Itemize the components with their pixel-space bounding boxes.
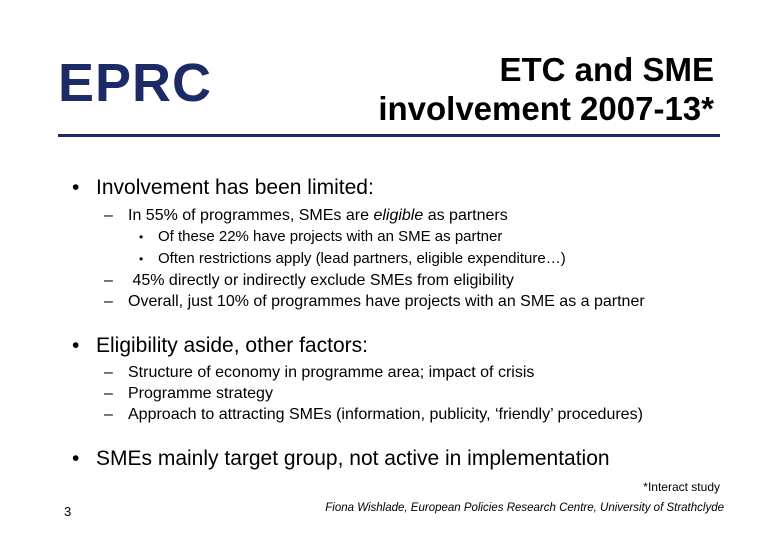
dash-marker: – (104, 364, 113, 381)
slide-title-line-1: ETC and SME (499, 51, 714, 88)
bullet-target-group (72, 447, 610, 471)
eprc-logo: EPRC (58, 53, 213, 113)
sub-bullet-approach (104, 405, 643, 425)
page-number: 3 (64, 504, 72, 519)
sub-bullet-text: Structure of economy in programme area; impact of crisis (128, 364, 535, 381)
sub-bullet-strategy (104, 384, 273, 404)
sub-bullet-exclude (104, 271, 514, 291)
bullet-text: SMEs mainly target group, not active in implementation (96, 447, 610, 470)
sub-bullet-eligible (104, 206, 508, 226)
sub-bullet-text: Programme strategy (128, 385, 273, 402)
author-credit: Fiona Wishlade, European Policies Research Centre, University of Strathclyde (325, 502, 724, 514)
bullet-marker: • (72, 176, 80, 199)
sub-bullet-text-pre: In 55% of programmes, SMEs are (128, 207, 374, 224)
dash-marker: – (104, 207, 113, 224)
small-bullet-marker: • (139, 230, 144, 244)
small-bullet-marker: • (139, 252, 144, 266)
bullet-involvement (72, 176, 374, 200)
footnote: *Interact study (643, 480, 720, 494)
sub-bullet-text: Approach to attracting SMEs (information, publicity, ‘friendly’ procedures) (128, 406, 643, 423)
dash-marker: – (104, 272, 113, 289)
dash-marker: – (104, 293, 113, 310)
bullet-marker: • (72, 447, 80, 470)
dash-marker: – (104, 406, 113, 423)
sub-sub-bullet-22-percent (139, 227, 502, 247)
sub-bullet-text-post: as partners (423, 207, 508, 224)
sub-bullet-text: Overall, just 10% of programmes have projects with an SME as a partner (128, 293, 645, 310)
sub-bullet-text-emphasis: eligible (373, 207, 424, 224)
header-divider (58, 134, 720, 137)
sub-sub-bullet-restrictions (139, 249, 566, 269)
slide-title (294, 50, 714, 128)
bullet-eligibility-aside (72, 334, 368, 358)
sub-bullet-structure (104, 363, 534, 383)
slide-title-line-2: involvement 2007-13* (378, 90, 714, 127)
sub-sub-bullet-text: Of these 22% have projects with an SME as partner (158, 228, 503, 245)
bullet-text: Eligibility aside, other factors: (96, 334, 368, 357)
sub-sub-bullet-text: Often restrictions apply (lead partners, eligible expenditure…) (158, 250, 566, 267)
sub-bullet-text: 45% directly or indirectly exclude SMEs from eligibility (128, 272, 514, 289)
sub-bullet-overall (104, 292, 645, 312)
bullet-marker: • (72, 334, 80, 357)
dash-marker: – (104, 385, 113, 402)
bullet-text: Involvement has been limited: (96, 176, 374, 199)
